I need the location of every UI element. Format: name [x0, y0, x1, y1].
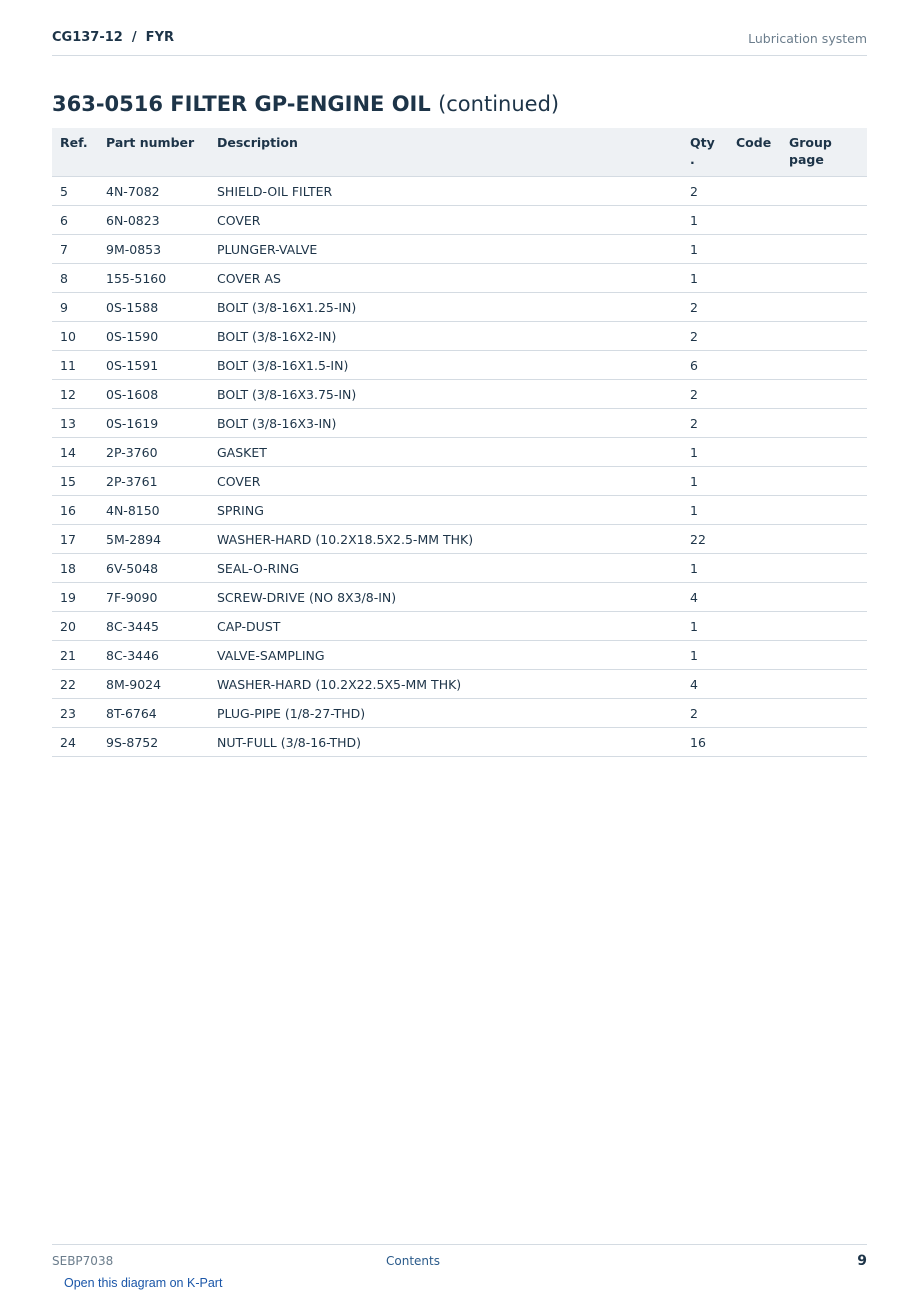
table-row: [52, 554, 867, 583]
cell-group-page: [781, 728, 867, 757]
page-header: [52, 28, 867, 56]
cell-qty: 1: [682, 467, 728, 496]
column-header-ref: Ref.: [52, 128, 98, 177]
table-row: [52, 206, 867, 235]
cell-description: BOLT (3/8-16X3.75-IN): [209, 380, 682, 409]
cell-code: [728, 554, 781, 583]
cell-group-page: [781, 206, 867, 235]
cell-qty: 6: [682, 351, 728, 380]
cell-description: BOLT (3/8-16X2-IN): [209, 322, 682, 351]
cell-ref: 16: [52, 496, 98, 525]
cell-part-number: 9S-8752: [98, 728, 209, 757]
cell-group-page: [781, 583, 867, 612]
cell-group-page: [781, 235, 867, 264]
cell-ref: 14: [52, 438, 98, 467]
table-row: [52, 699, 867, 728]
cell-qty: 1: [682, 612, 728, 641]
table-row: [52, 496, 867, 525]
cell-ref: 13: [52, 409, 98, 438]
cell-part-number: 8T-6764: [98, 699, 209, 728]
cell-ref: 21: [52, 641, 98, 670]
cell-code: [728, 322, 781, 351]
cell-ref: 7: [52, 235, 98, 264]
cell-part-number: 155-5160: [98, 264, 209, 293]
page-number: 9: [857, 1253, 867, 1269]
cell-ref: 22: [52, 670, 98, 699]
cell-description: VALVE-SAMPLING: [209, 641, 682, 670]
cell-qty: 1: [682, 206, 728, 235]
table-row: [52, 612, 867, 641]
table-row: [52, 525, 867, 554]
table-row: [52, 438, 867, 467]
cell-part-number: 2P-3761: [98, 467, 209, 496]
cell-group-page: [781, 670, 867, 699]
document-id: CG137-12 / FYR: [52, 30, 174, 45]
table-row: [52, 467, 867, 496]
cell-description: CAP-DUST: [209, 612, 682, 641]
cell-group-page: [781, 496, 867, 525]
table-row: [52, 322, 867, 351]
table-row: [52, 380, 867, 409]
cell-qty: 4: [682, 670, 728, 699]
cell-group-page: [781, 409, 867, 438]
cell-code: [728, 206, 781, 235]
open-k-part-link[interactable]: Open this diagram on K-Part: [64, 1276, 223, 1290]
cell-description: BOLT (3/8-16X1.5-IN): [209, 351, 682, 380]
cell-code: [728, 699, 781, 728]
table-header-row: [52, 128, 867, 177]
table-row: [52, 641, 867, 670]
cell-qty: 1: [682, 438, 728, 467]
cell-code: [728, 235, 781, 264]
cell-code: [728, 380, 781, 409]
cell-part-number: 6V-5048: [98, 554, 209, 583]
cell-ref: 15: [52, 467, 98, 496]
cell-ref: 19: [52, 583, 98, 612]
cell-part-number: 6N-0823: [98, 206, 209, 235]
cell-part-number: 0S-1608: [98, 380, 209, 409]
cell-group-page: [781, 699, 867, 728]
table-row: [52, 409, 867, 438]
contents-link[interactable]: Contents: [386, 1254, 440, 1268]
parts-table: [52, 128, 867, 757]
table-row: [52, 670, 867, 699]
cell-part-number: 8M-9024: [98, 670, 209, 699]
table-header: [52, 128, 867, 177]
cell-code: [728, 670, 781, 699]
table-row: [52, 235, 867, 264]
cell-description: PLUNGER-VALVE: [209, 235, 682, 264]
table-row: [52, 583, 867, 612]
cell-qty: 22: [682, 525, 728, 554]
cell-part-number: 0S-1591: [98, 351, 209, 380]
cell-code: [728, 264, 781, 293]
cell-group-page: [781, 612, 867, 641]
cell-part-number: 4N-7082: [98, 177, 209, 206]
document-number: SEBP7038: [52, 1254, 114, 1268]
table-row: [52, 264, 867, 293]
cell-qty: 2: [682, 380, 728, 409]
cell-description: WASHER-HARD (10.2X22.5X5-MM THK): [209, 670, 682, 699]
cell-group-page: [781, 438, 867, 467]
cell-code: [728, 641, 781, 670]
cell-code: [728, 467, 781, 496]
table-row: [52, 728, 867, 757]
cell-code: [728, 496, 781, 525]
column-header-qty: Qty .: [682, 128, 728, 177]
cell-group-page: [781, 293, 867, 322]
cell-ref: 18: [52, 554, 98, 583]
cell-part-number: 7F-9090: [98, 583, 209, 612]
cell-description: PLUG-PIPE (1/8-27-THD): [209, 699, 682, 728]
cell-ref: 8: [52, 264, 98, 293]
cell-qty: 2: [682, 293, 728, 322]
cell-qty: 2: [682, 409, 728, 438]
cell-part-number: 8C-3446: [98, 641, 209, 670]
table-row: [52, 293, 867, 322]
cell-group-page: [781, 641, 867, 670]
cell-description: COVER: [209, 467, 682, 496]
cell-qty: 16: [682, 728, 728, 757]
cell-ref: 9: [52, 293, 98, 322]
cell-group-page: [781, 525, 867, 554]
cell-ref: 11: [52, 351, 98, 380]
cell-description: SEAL-O-RING: [209, 554, 682, 583]
table-row: [52, 177, 867, 206]
cell-code: [728, 409, 781, 438]
cell-group-page: [781, 351, 867, 380]
cell-code: [728, 583, 781, 612]
cell-part-number: 5M-2894: [98, 525, 209, 554]
cell-ref: 6: [52, 206, 98, 235]
cell-qty: 2: [682, 177, 728, 206]
cell-qty: 2: [682, 322, 728, 351]
title-main: 363-0516 FILTER GP-ENGINE OIL: [52, 92, 431, 116]
cell-ref: 17: [52, 525, 98, 554]
cell-group-page: [781, 264, 867, 293]
cell-qty: 1: [682, 641, 728, 670]
cell-ref: 10: [52, 322, 98, 351]
column-header-description: Description: [209, 128, 682, 177]
cell-qty: 1: [682, 235, 728, 264]
cell-ref: 24: [52, 728, 98, 757]
cell-description: BOLT (3/8-16X1.25-IN): [209, 293, 682, 322]
cell-ref: 23: [52, 699, 98, 728]
cell-qty: 1: [682, 264, 728, 293]
cell-qty: 2: [682, 699, 728, 728]
cell-description: SCREW-DRIVE (NO 8X3/8-IN): [209, 583, 682, 612]
cell-group-page: [781, 380, 867, 409]
cell-ref: 12: [52, 380, 98, 409]
cell-qty: 1: [682, 554, 728, 583]
cell-code: [728, 728, 781, 757]
cell-group-page: [781, 322, 867, 351]
cell-description: NUT-FULL (3/8-16-THD): [209, 728, 682, 757]
table-body: [52, 177, 867, 757]
cell-ref: 20: [52, 612, 98, 641]
cell-code: [728, 612, 781, 641]
cell-description: COVER AS: [209, 264, 682, 293]
cell-description: GASKET: [209, 438, 682, 467]
cell-group-page: [781, 467, 867, 496]
cell-qty: 4: [682, 583, 728, 612]
cell-part-number: 8C-3445: [98, 612, 209, 641]
cell-description: BOLT (3/8-16X3-IN): [209, 409, 682, 438]
page-footer: [52, 1244, 867, 1275]
cell-ref: 5: [52, 177, 98, 206]
cell-code: [728, 438, 781, 467]
cell-group-page: [781, 554, 867, 583]
cell-part-number: 9M-0853: [98, 235, 209, 264]
column-header-group-page: Group page: [781, 128, 867, 177]
title-suffix: (continued): [438, 92, 560, 116]
cell-part-number: 0S-1588: [98, 293, 209, 322]
cell-description: SHIELD-OIL FILTER: [209, 177, 682, 206]
cell-part-number: 0S-1619: [98, 409, 209, 438]
cell-part-number: 0S-1590: [98, 322, 209, 351]
cell-description: WASHER-HARD (10.2X18.5X2.5-MM THK): [209, 525, 682, 554]
page-title: [52, 90, 559, 118]
cell-code: [728, 351, 781, 380]
cell-description: COVER: [209, 206, 682, 235]
cell-code: [728, 177, 781, 206]
cell-qty: 1: [682, 496, 728, 525]
column-header-code: Code: [728, 128, 781, 177]
cell-code: [728, 293, 781, 322]
cell-part-number: 4N-8150: [98, 496, 209, 525]
cell-part-number: 2P-3760: [98, 438, 209, 467]
cell-description: SPRING: [209, 496, 682, 525]
cell-code: [728, 525, 781, 554]
section-name: Lubrication system: [748, 31, 867, 46]
table-row: [52, 351, 867, 380]
cell-group-page: [781, 177, 867, 206]
column-header-part-number: Part number: [98, 128, 209, 177]
